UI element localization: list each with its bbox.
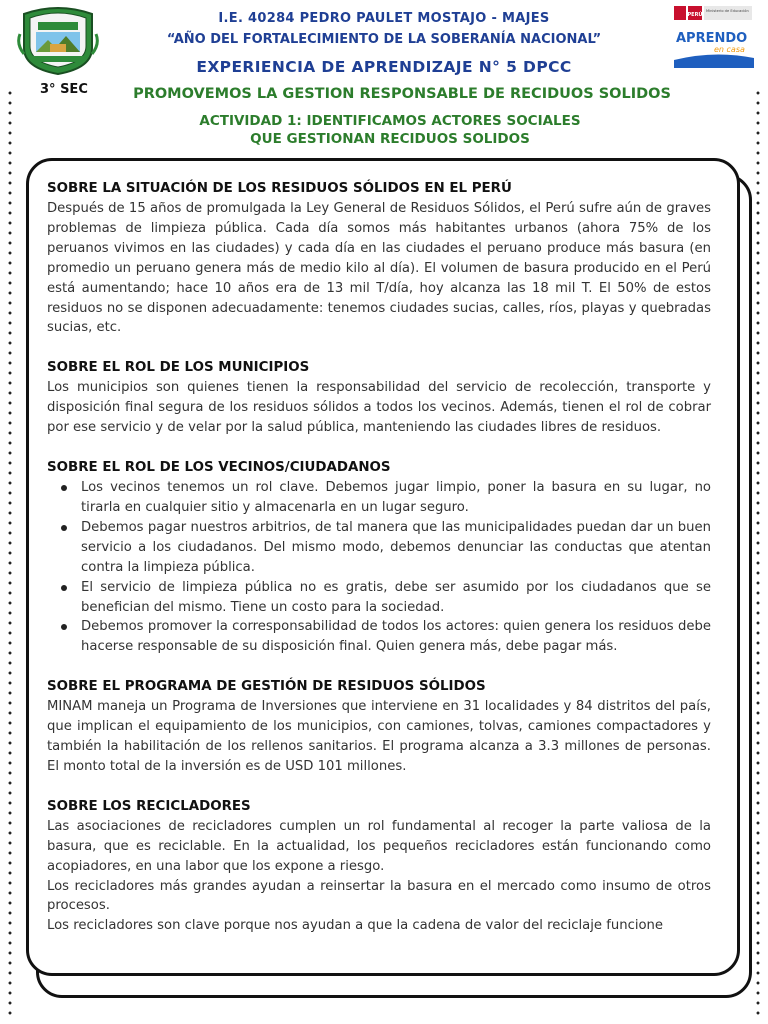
list-item-text: El servicio de limpieza pública no es gratis, debe ser asumido por los ciudadanos que se benefician del mismo. Tiene un costo para la sociedad. [81, 579, 711, 615]
list-item [81, 617, 711, 657]
page-title: PROMOVEMOS LA GESTION RESPONSABLE DE RECIDUOS SOLIDOS [133, 86, 671, 102]
peru-text: PERÚ [687, 12, 703, 18]
section-heading-citizens: SOBRE EL ROL DE LOS VECINOS/CIUDADANOS [47, 460, 391, 476]
bullet-icon [61, 525, 67, 531]
section-text-program: MINAM maneja un Programa de Inversiones que interviene en 31 localidades y 84 distritos del país, que implican el equipamiento de los municipios, con camiones, tolvas, camiones compactadores y también la habilitación de los rellenos sanitarios. El programa alcanza a 3.3 millones de personas. El monto total de la inversión es de USD 101 millones. [47, 699, 711, 774]
bullet-icon [61, 585, 67, 591]
year-motto: “AÑO DEL FORTALECIMIENTO DE LA SOBERANÍA NACIONAL” [166, 32, 602, 47]
citizens-bullet-list [47, 478, 711, 657]
list-item-text: Debemos pagar nuestros arbitrios, de tal manera que las municipalidades puedan dar un buen servicio a los ciudadanos. Del mismo modo, debemos denunciar las conductas que atentan contra la limpieza pública. [81, 519, 711, 575]
en-casa-text: en casa [714, 45, 745, 54]
grade-label: 3° SEC [40, 82, 88, 97]
aprendo-text: APRENDO [676, 31, 748, 46]
section-heading-program: SOBRE EL PROGRAMA DE GESTIÓN DE RESIDUOS SÓLIDOS [47, 679, 486, 695]
section-heading-municipalities: SOBRE EL ROL DE LOS MUNICIPIOS [47, 360, 310, 376]
activity-title-text: ACTIVIDAD 1: IDENTIFICAMOS ACTORES SOCIALES QUE GESTIONAN RECIDUOS SOLIDOS [199, 113, 581, 147]
school-name: I.E. 40284 PEDRO PAULET MOSTAJO - MAJES [218, 11, 550, 26]
section-text-municipalities: Los municipios son quienes tienen la responsabilidad del servicio de recolección, transporte y disposición final segura de los residuos sólidos a todos los vecinos. Además, tienen el rol de cobrar por ese servicio y de velar por la salud pública, manteniendo las ciudades libres de residuos. [47, 380, 711, 436]
section-text-situation: Después de 15 años de promulgada la Ley General de Residuos Sólidos, el Perú sufre aún de graves problemas de limpieza pública. Cada día somos más habitantes urbanos (ahora 75% de los peruanos vivimos en las ciudades) y cada día en las ciudades el peruano produce más basura (en promedio un peruano genera más de medio kilo al día). El volumen de basura producido en el Perú está aumentando; hace 10 años era de 13 mil T/día, hoy alcanza las 18 mil T. El 50% de estos residuos no se disponen adecuadamente: tenemos ciudades sucias, calles, ríos, playas y quebradas sucias, etc. [47, 201, 711, 336]
dotted-border-left [8, 88, 12, 1016]
section-text-recyclers-1: Las asociaciones de recicladores cumplen un rol fundamental al recoger la parte valiosa de la basura, que es reciclable. En la actualidad, los pequeños recicladores están funcionando como acopiadores, en una labor que los expone a riesgo. [47, 818, 711, 874]
ministry-text: Ministerio de Educación [706, 9, 749, 13]
section-text-recyclers-2: Los recicladores más grandes ayudan a reinsertar la basura en el mercado como insumo de otros procesos. [47, 878, 711, 914]
content-card [26, 158, 740, 976]
bullet-icon [61, 485, 67, 491]
bullet-icon [61, 624, 67, 630]
activity-title [190, 112, 590, 148]
section-text-recyclers-3: Los recicladores son clave porque nos ayudan a que la cadena de valor del reciclaje funcione [47, 918, 664, 934]
list-item-text: Los vecinos tenemos un rol clave. Debemos jugar limpio, poner la basura en su lugar, no tirarla en cualquier sitio y almacenarla en un lugar seguro. [81, 480, 711, 515]
section-heading-recyclers: SOBRE LOS RECICLADORES [47, 798, 251, 814]
list-item [81, 478, 711, 518]
list-item [81, 578, 711, 618]
list-item [81, 518, 711, 578]
dotted-border-right [756, 88, 760, 1016]
section-heading-situation: SOBRE LA SITUACIÓN DE LOS RESIDUOS SÓLIDOS EN EL PERÚ [47, 181, 512, 196]
experience-title: EXPERIENCIA DE APRENDIZAJE N° 5 DPCC [196, 58, 572, 76]
list-item-text: Debemos promover la corresponsabilidad de todos los actores: quien genera los residuos debe hacerse responsable de su disposición final. Quien genera más, debe pagar más. [81, 619, 711, 655]
